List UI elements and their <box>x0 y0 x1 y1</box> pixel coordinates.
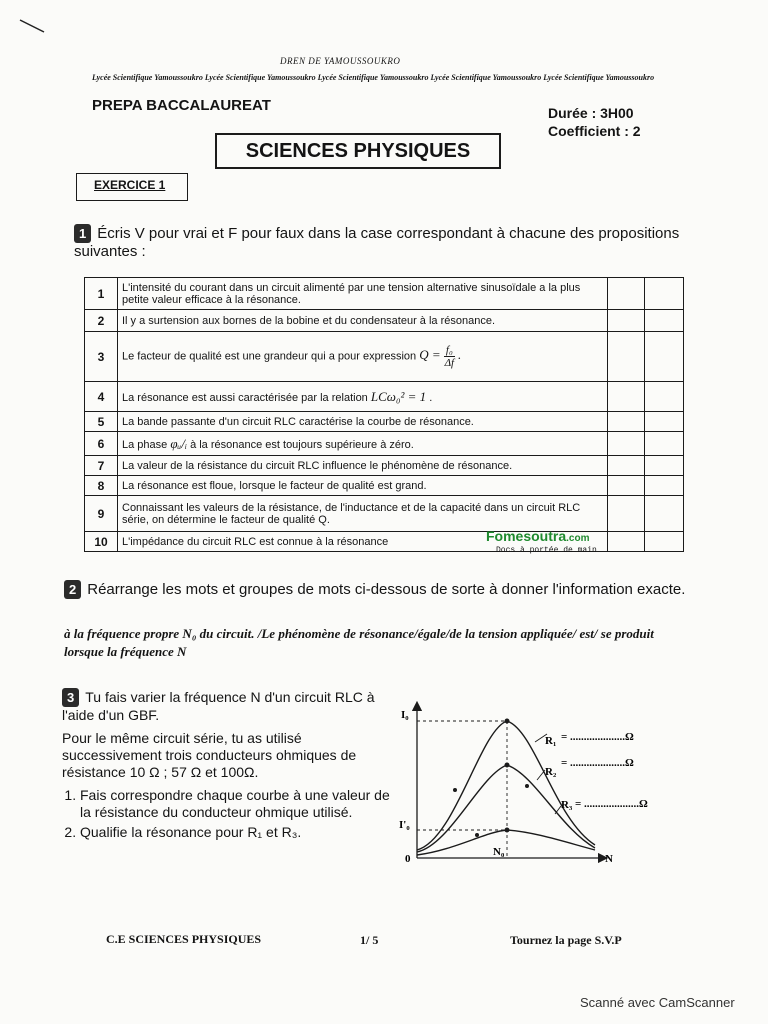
table-row <box>85 456 684 476</box>
table-row <box>85 476 684 496</box>
footer-subject: C.E SCIENCES PHYSIQUES <box>106 932 262 946</box>
camscanner-watermark: Scanné avec CamScanner <box>580 995 735 1010</box>
answer-box[interactable] <box>645 332 684 382</box>
row-statement: Il y a surtension aux bornes de la bobine et du condensateur à la résonance. <box>118 310 608 332</box>
answer-box[interactable] <box>645 432 684 456</box>
question-number-1: 1 <box>74 224 91 243</box>
answer-box[interactable] <box>608 432 645 456</box>
resonance-chart <box>395 700 695 875</box>
list-item: 1. Fais correspondre chaque courbe à une valeur de la résistance du conducteur ohmique utilisé. <box>80 787 402 821</box>
question-number-3: 3 <box>62 688 79 707</box>
page-number: 1/ 5 <box>360 933 379 947</box>
answer-box[interactable] <box>645 278 684 310</box>
answer-r2: = ....................Ω <box>561 757 634 769</box>
exam-info <box>548 104 641 140</box>
turn-page-note: Tournez la page S.V.P <box>510 933 622 947</box>
table-row <box>85 382 684 412</box>
answer-box[interactable] <box>608 456 645 476</box>
series-label-r3: R₃ <box>561 799 573 811</box>
row-number: 8 <box>85 476 118 496</box>
prepa-label: PREPA BACCALAUREAT <box>92 97 271 114</box>
formula-end: . <box>429 391 433 404</box>
row-statement: La résonance est floue, lorsque le facteur de qualité est grand. <box>118 476 608 496</box>
answer-box[interactable] <box>608 532 645 552</box>
list-item: 2. Qualifie la résonance pour R₁ et R₃. <box>80 824 402 841</box>
duree-label: Durée : 3H00 <box>548 105 634 121</box>
dren-header: DREN DE YAMOUSSOUKRO <box>280 56 401 66</box>
series-label-r2: R₂ <box>545 766 557 778</box>
question-3-tasks <box>62 787 402 841</box>
row-statement: L'impédance du circuit RLC est connue à la résonance <box>118 532 608 552</box>
row-number: 4 <box>85 382 118 412</box>
point-r2 <box>525 784 529 788</box>
answer-box[interactable] <box>608 476 645 496</box>
point-r3 <box>475 833 479 837</box>
answer-box[interactable] <box>608 278 645 310</box>
row-statement-text-after: à la résonance est toujours supérieure à zéro. <box>190 438 414 451</box>
row-statement: La valeur de la résistance du circuit RLC influence le phénomène de résonance. <box>118 456 608 476</box>
row-statement: La bande passante d'un circuit RLC caractérise la courbe de résonance. <box>118 412 608 432</box>
row-statement: L'intensité du courant dans un circuit alimenté par une tension alternative sinusoïdale a la plus petite valeur efficace à la résonance. <box>118 278 608 310</box>
answer-box[interactable] <box>608 382 645 412</box>
answer-box[interactable] <box>645 412 684 432</box>
row-number: 2 <box>85 310 118 332</box>
table-row <box>85 278 684 310</box>
row-statement <box>118 432 608 456</box>
table-row <box>85 496 684 532</box>
leader-r2 <box>537 770 545 780</box>
answer-box[interactable] <box>608 412 645 432</box>
true-false-table <box>84 277 684 552</box>
series-label-r1: R₁ <box>545 735 557 747</box>
coefficient-label: Coefficient : 2 <box>548 123 641 139</box>
x-tick-n0: N₀ <box>493 846 505 858</box>
question-2 <box>64 580 688 599</box>
fomesoutra-watermark <box>486 528 589 544</box>
row-number: 5 <box>85 412 118 432</box>
row-number: 6 <box>85 432 118 456</box>
resonance-formula: LCω₀² = 1 <box>370 388 427 404</box>
fraction-denominator: Δf <box>444 357 455 369</box>
row-statement <box>118 382 608 412</box>
fraction <box>444 344 455 369</box>
formula-end: . <box>458 347 462 363</box>
x-tick-origin: 0 <box>405 853 411 865</box>
answer-box[interactable] <box>645 310 684 332</box>
school-banner: Lycée Scientifique Yamoussoukro Lycée Scientifique Yamoussoukro Lycée Scientifique Yamoussoukro Lycée Scientifique Yamoussoukro Lycée Scientifique Yamoussoukro <box>92 73 655 82</box>
page-title: SCIENCES PHYSIQUES <box>215 133 501 169</box>
watermark-suffix: .com <box>566 533 590 544</box>
answer-r3: = ....................Ω <box>575 798 648 810</box>
exercise-label: EXERCICE 1 <box>94 178 166 192</box>
question-2-text: Réarrange les mots et groupes de mots ci-dessous de sorte à donner l'information exacte. <box>87 581 686 598</box>
answer-box[interactable] <box>645 382 684 412</box>
pen-mark <box>18 18 78 48</box>
formula-lhs: Q = <box>419 347 441 363</box>
question-3-intro-text: Tu fais varier la fréquence N d'un circuit RLC à l'aide d'un GBF. <box>62 689 375 723</box>
answer-box[interactable] <box>645 532 684 552</box>
table-row <box>85 332 684 382</box>
answer-box[interactable] <box>608 496 645 532</box>
y-tick-i0-prime: I'₀ <box>399 819 410 831</box>
table-row <box>85 432 684 456</box>
peak-r2 <box>505 763 510 768</box>
row-number: 3 <box>85 332 118 382</box>
row-statement-text: La résonance est aussi caractérisée par la relation <box>122 391 368 404</box>
answer-r1: = ....................Ω <box>561 731 634 743</box>
question-3-intro <box>62 688 402 724</box>
fraction-numerator: f₀ <box>445 344 453 356</box>
answer-box[interactable] <box>608 310 645 332</box>
watermark-tagline: Docs à portée de main <box>496 546 597 555</box>
answer-box[interactable] <box>645 476 684 496</box>
y-tick-i0: I₀ <box>401 709 409 721</box>
question-1 <box>74 224 690 260</box>
question-3 <box>62 688 402 844</box>
row-number: 1 <box>85 278 118 310</box>
question-3-context: Pour le même circuit série, tu as utilisé successivement trois conducteurs ohmiques de résistance 10 Ω ; 57 Ω et 100Ω. <box>62 730 357 780</box>
row-statement <box>118 332 608 382</box>
question-number-2: 2 <box>64 580 81 599</box>
answer-box[interactable] <box>645 456 684 476</box>
row-number: 7 <box>85 456 118 476</box>
row-statement-text: La phase <box>122 438 168 451</box>
row-number: 9 <box>85 496 118 532</box>
point-r1 <box>453 788 457 792</box>
row-number: 10 <box>85 532 118 552</box>
x-axis-label: N <box>605 853 613 865</box>
peak-r1 <box>505 719 510 724</box>
answer-box[interactable] <box>608 332 645 382</box>
row-statement-text: Le facteur de qualité est une grandeur qui a pour expression <box>122 350 417 363</box>
scrambled-words: à la fréquence propre N₀ du circuit. /Le phénomène de résonance/égale/de la tension appliquée/ est/ se produit lorsque la fréquence N <box>64 626 654 659</box>
watermark-name: Fomesoutra <box>486 528 567 544</box>
table-row <box>85 310 684 332</box>
question-1-text: Écris V pour vrai et F pour faux dans la case correspondant à chacune des propositions suivantes : <box>74 225 680 260</box>
answer-box[interactable] <box>645 496 684 532</box>
phase-symbol: φᵤ/ᵢ <box>170 435 187 451</box>
row-statement: Connaissant les valeurs de la résistance, de l'inductance et de la capacité dans un circuit RLC série, on détermine le facteur de qualité Q. <box>118 496 608 532</box>
peak-r3 <box>505 828 510 833</box>
table-row <box>85 412 684 432</box>
